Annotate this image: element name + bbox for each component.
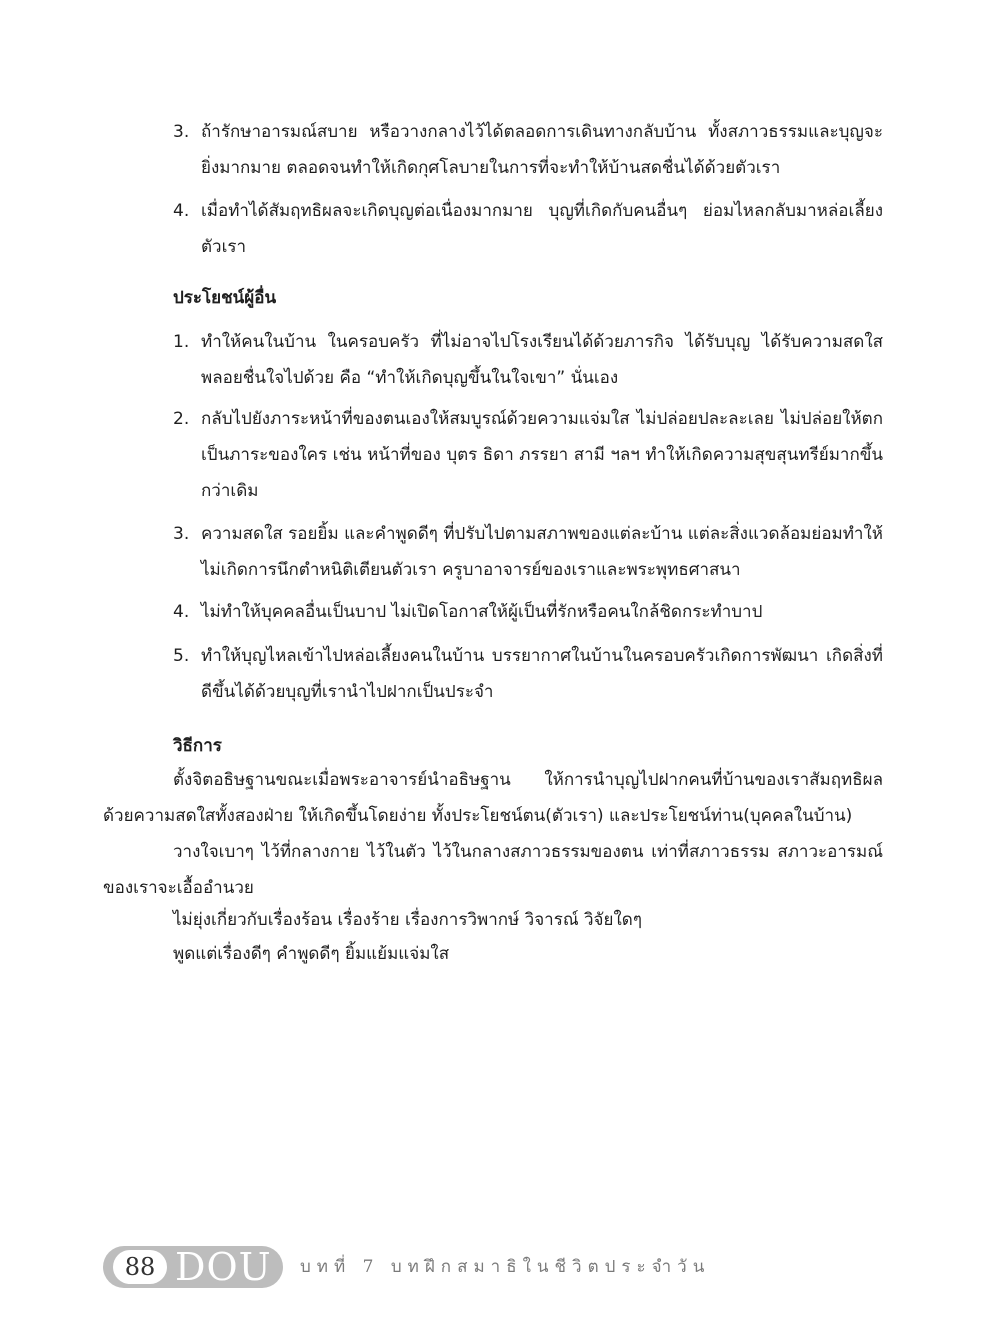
section-heading-method: วิธีการ [173,736,222,756]
item-number: 4. [173,602,190,622]
item-number: 1. [173,332,190,352]
section-heading-benefits: ประโยชน์ผู้อื่น [173,288,277,308]
item-number: 2. [173,409,190,429]
item-number: 3. [173,122,190,142]
item-number: 5. [173,646,190,666]
list-item [173,114,883,186]
footer-badge [103,1246,283,1288]
list-item [173,193,883,265]
method-paragraph: วางใจเบาๆ ไว้ที่กลางกาย ไว้ในตัว ไว้ในกลางสภาวธรรมของตน เท่าที่สภาวธรรม สภาวะอารมณ์ของเราจะเอื้ออำนวย [103,842,883,898]
item-text: กลับไปยังภาระหน้าที่ของตนเองให้สมบูรณ์ด้วยความแจ่มใส ไม่ปล่อยปละละเลย ไม่ปล่อยให้ตกเป็นภาระของใคร เช่น หน้าที่ของ บุตร ธิดา ภรรยา สามี ฯลฯ ทำให้เกิดความสุขสุนทรีย์มากขึ้นกว่าเดิม [201,409,883,501]
item-text: ทำให้บุญไหลเข้าไปหล่อเลี้ยงคนในบ้าน บรรยากาศในบ้านในครอบครัวเกิดการพัฒนา เกิดสิ่งที่ดีขึ้นได้ด้วยบุญที่เรานำไปฝากเป็นประจำ [201,646,883,702]
item-number: 3. [173,524,190,544]
brand-logo: DOU [175,1245,272,1289]
list-item [173,324,883,396]
item-text: ถ้ารักษาอารมณ์สบาย หรือวางกลางไว้ได้ตลอดการเดินทางกลับบ้าน ทั้งสภาวธรรมและบุญจะยิ่งมากมาย ตลอดจนทำให้เกิดกุศโลบายในการที่จะทำให้บ้านสดชื่นได้ด้วยตัวเรา [201,122,883,178]
list-item [173,594,883,630]
list-item [173,401,883,509]
list-item [173,638,883,710]
method-paragraph: ตั้งจิตอธิษฐานขณะเมื่อพระอาจารย์นำอธิษฐาน ให้การนำบุญไปฝากคนที่บ้านของเราสัมฤทธิผลด้วยความสดใสทั้งสองฝ่าย ให้เกิดขึ้นโดยง่าย ทั้งประโยชน์ตน(ตัวเรา) และประโยชน์ท่าน(บุคคลในบ้าน) [103,770,883,826]
item-text: ทำให้คนในบ้าน ในครอบครัว ที่ไม่อาจไปโรงเรียนได้ด้วยภารกิจ ได้รับบุญ ได้รับความสดใสพลอยชื่นใจไปด้วย คือ “ทำให้เกิดบุญขึ้นในใจเขา” นั่นเอง [201,332,883,388]
list-item [173,516,883,588]
item-text: เมื่อทำได้สัมฤทธิผลจะเกิดบุญต่อเนื่องมากมาย บุญที่เกิดกับคนอื่นๆ ย่อมไหลกลับมาหล่อเลี้ยงตัวเรา [201,201,883,257]
item-text: ไม่ทำให้บุคคลอื่นเป็นบาป ไม่เปิดโอกาสให้ผู้เป็นที่รักหรือคนใกล้ชิดกระทำบาป [201,602,763,622]
chapter-title: บทที่ 7 บทฝึกสมาธิในชีวิตประจำวัน [300,1257,711,1277]
method-line: ไม่ยุ่งเกี่ยวกับเรื่องร้อน เรื่องร้าย เรื่องการวิพากษ์ วิจารณ์ วิจัยใดๆ [173,910,642,930]
page-number: 88 [113,1250,167,1284]
method-line: พูดแต่เรื่องดีๆ คำพูดดีๆ ยิ้มแย้มแจ่มใส [173,944,450,964]
item-text: ความสดใส รอยยิ้ม และคำพูดดีๆ ที่ปรับไปตามสภาพของแต่ละบ้าน แต่ละสิ่งแวดล้อมย่อมทำให้ไม่เกิดการนึกตำหนิติเตียนตัวเรา ครูบาอาจารย์ของเราและพระพุทธศาสนา [201,524,883,580]
item-number: 4. [173,201,190,221]
